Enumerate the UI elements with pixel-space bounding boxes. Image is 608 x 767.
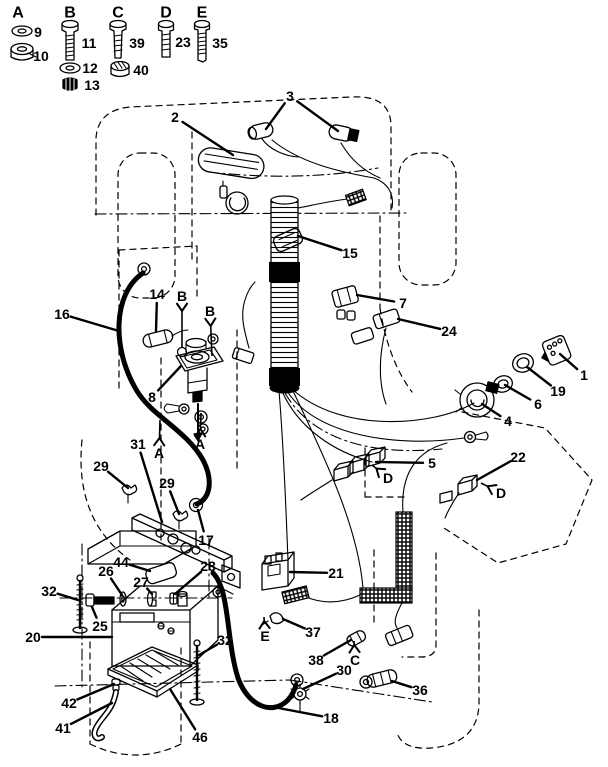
callout-label-41: 41 <box>55 720 71 736</box>
callout-leader-line <box>376 462 423 463</box>
legend-part-number-10: 10 <box>33 48 49 64</box>
legend-bolt-d-icon <box>159 21 174 58</box>
callout-leader-line <box>392 681 411 687</box>
ring-terminal-dash <box>465 432 489 443</box>
callout-leader-line <box>482 404 501 416</box>
wing-clip <box>122 485 137 503</box>
callout-label-24: 24 <box>441 323 457 339</box>
fastener-ref-D: D <box>382 470 394 486</box>
callout-label-27: 27 <box>133 574 149 590</box>
fastener-ref-line <box>160 420 161 438</box>
callout-label-21: 21 <box>328 565 344 581</box>
callout-leader-line <box>324 640 351 656</box>
legend-part-number-9: 9 <box>34 24 42 40</box>
callout-leader-line <box>156 303 157 331</box>
legend-letter-B: B <box>64 4 76 22</box>
holddown-rod-left <box>73 575 87 633</box>
legend-screw-e-icon <box>195 21 210 63</box>
tractor-body-outline <box>81 97 592 755</box>
battery-label <box>120 613 154 622</box>
cable-clip <box>345 629 367 648</box>
callout-label-25: 25 <box>92 618 108 634</box>
hood-crease-line <box>208 168 378 176</box>
callout-label-7: 7 <box>399 295 407 311</box>
wiring-harness-conduit <box>269 196 300 394</box>
headlight-sockets <box>247 121 393 208</box>
callout-label-18: 18 <box>323 710 339 726</box>
callout-leader-line <box>477 461 510 480</box>
callout-label-3: 3 <box>286 88 294 104</box>
callout-label-20: 20 <box>25 629 41 645</box>
fastener-ref-E: E <box>260 628 270 644</box>
callout-label-44: 44 <box>113 554 129 570</box>
callout-label-17: 17 <box>198 532 214 548</box>
legend-part-number-13: 13 <box>84 77 100 93</box>
fastener-ref-A: A <box>153 445 165 461</box>
ignition-switch <box>455 334 572 417</box>
fastener-ref-D: D <box>495 485 507 501</box>
legend-locknut-b-icon <box>63 78 77 91</box>
battery-tray <box>108 647 198 697</box>
legend-part-number-39: 39 <box>129 35 145 51</box>
callout-leader-line <box>58 594 78 600</box>
callout-leader-line <box>170 689 195 729</box>
callout-leader-line <box>130 565 150 571</box>
right-boot-outline <box>397 610 479 748</box>
callout-leader-line <box>290 572 327 573</box>
callout-label-46: 46 <box>192 729 208 745</box>
wing-clip-2 <box>173 511 188 529</box>
spade-connector <box>232 282 255 364</box>
legend-part-number-23: 23 <box>175 34 191 50</box>
callout-leader-line <box>298 236 341 250</box>
callout-leader-line <box>108 472 128 488</box>
callout-label-31: 31 <box>130 436 146 452</box>
interlock-connector <box>331 285 359 320</box>
fastener-ref-line <box>372 465 376 469</box>
callout-leader-line <box>398 319 440 329</box>
legend-letter-E: E <box>196 4 208 22</box>
callout-label-28: 28 <box>200 558 216 574</box>
callout-leader-line <box>266 103 285 129</box>
legend-letter-D: D <box>160 4 172 22</box>
harness-plug <box>351 308 401 344</box>
callout-label-26: 26 <box>98 563 114 579</box>
callout-label-14: 14 <box>149 286 165 302</box>
callout-label-5: 5 <box>428 455 436 471</box>
callout-leader-line <box>183 122 234 155</box>
callout-label-16: 16 <box>54 306 70 322</box>
carriage-bolt <box>86 594 114 606</box>
callout-label-2: 2 <box>171 109 179 125</box>
callout-label-19: 19 <box>550 383 566 399</box>
callout-label-30: 30 <box>336 662 352 678</box>
fastener-ref-A: A <box>194 436 206 452</box>
conduit-black-band <box>269 262 300 282</box>
callout-leader-line <box>175 572 201 594</box>
callout-label-42: 42 <box>61 695 77 711</box>
fuse-holder <box>142 329 188 349</box>
callout-label-29: 29 <box>159 475 175 491</box>
callout-leader-line <box>198 510 204 531</box>
callout-label-32: 32 <box>217 632 233 648</box>
callout-layer <box>12 5 588 746</box>
relay-switch <box>262 552 309 604</box>
small-bolt <box>220 186 227 198</box>
callout-leader-line <box>111 579 122 596</box>
callout-label-6: 6 <box>534 396 542 412</box>
switch-connector-plate <box>537 334 572 368</box>
fastener-ref-B: B <box>176 288 188 304</box>
callout-label-22: 22 <box>510 449 526 465</box>
callout-label-37: 37 <box>305 624 321 640</box>
callout-leader-line <box>297 101 338 131</box>
lower-harness-conduit <box>360 512 412 603</box>
terminal-block-connectors-2 <box>440 475 477 503</box>
fastener-arrow <box>177 303 188 311</box>
callout-leader-line <box>527 367 551 386</box>
fastener-ref-line <box>201 413 202 429</box>
callout-label-32: 32 <box>41 583 57 599</box>
left-rear-wheel-outline <box>118 153 175 298</box>
callout-leader-line <box>303 674 336 689</box>
callout-label-36: 36 <box>412 682 428 698</box>
callout-leader-line <box>71 317 119 331</box>
legend-letter-A: A <box>12 4 24 22</box>
drain-tube <box>95 692 116 738</box>
callout-label-29: 29 <box>93 458 109 474</box>
right-fender-outline <box>444 412 592 563</box>
callout-leader-line <box>199 645 217 656</box>
fastener-ref-line <box>481 483 488 486</box>
callout-leader-line <box>92 607 97 618</box>
legend-part-number-11: 11 <box>81 35 97 51</box>
legend-part-number-40: 40 <box>133 62 149 78</box>
harness-end-connector <box>385 625 414 647</box>
conduit-top-opening <box>271 196 298 204</box>
callout-leader-line <box>357 295 394 302</box>
legend-nut-c-icon <box>111 62 129 77</box>
support-pad <box>145 561 178 585</box>
cable-clamp <box>360 669 398 689</box>
fastener-ref-B: B <box>204 303 216 319</box>
legend-part-number-12: 12 <box>82 60 98 76</box>
callout-label-15: 15 <box>342 245 358 261</box>
frame-right-edge <box>380 216 412 392</box>
harness-branch-connector <box>298 189 366 208</box>
callout-label-1: 1 <box>580 367 588 383</box>
callout-leader-line <box>77 684 114 700</box>
callout-leader-line <box>505 385 530 400</box>
legend-washer-a-icon <box>12 26 32 36</box>
legend-washer-b-icon <box>60 63 80 73</box>
callout-leader-line <box>170 491 179 514</box>
callout-leader-line <box>283 619 305 628</box>
callout-label-4: 4 <box>504 413 512 429</box>
switch-tab <box>486 382 499 393</box>
legend-letter-C: C <box>112 4 124 22</box>
callout-label-8: 8 <box>148 389 156 405</box>
right-rear-wheel-outline <box>399 153 456 285</box>
legend-bolt-b-icon <box>62 21 78 61</box>
harness-wires <box>279 328 474 628</box>
fastener-ref-C: C <box>349 652 361 668</box>
legend-bolt-c-icon <box>110 21 126 59</box>
legend-part-number-35: 35 <box>212 35 228 51</box>
callout-leader-line <box>268 706 322 716</box>
callout-label-38: 38 <box>308 652 324 668</box>
holddown-rod-right <box>190 640 204 705</box>
terminal-block-connectors <box>334 447 385 481</box>
